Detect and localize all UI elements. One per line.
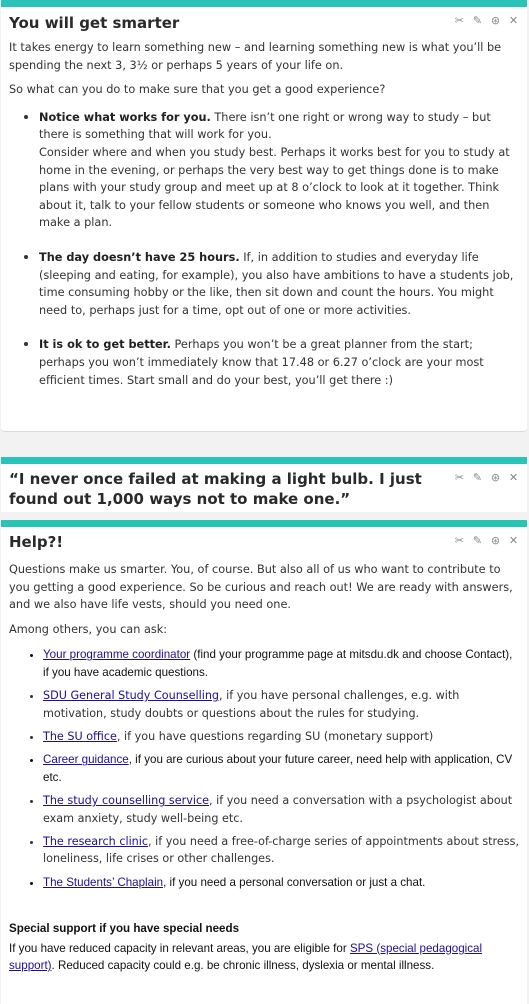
card-body [9,39,519,406]
card-title: Help?! [9,533,64,551]
edit-icon[interactable]: ✎ [472,471,483,484]
card-toolbar [452,471,521,484]
card-toolbar [452,534,521,547]
career-guidance-link[interactable]: Career guidance [43,753,129,767]
special-support-heading: Special support if you have special needs [9,922,240,936]
item-text-2: Consider where and when you study best. Perhaps it works best for you to study at home in the evening, or perhaps the very best way to get things done is to make plans with your study group and meet up at 8 o’clock to look at it together. Think about it, talk to your fellow students or someone who knows you well, and then make a plan. [39,145,510,230]
question-text: So what can you do to make sure that you get a good experience? [9,83,386,97]
close-icon[interactable]: ✕ [508,14,519,27]
intro-text: Questions make us smarter. You, of course. But also all of us who want to contribute to you getting a good experience. So be curious and reach out! We are ready with answers, and we also have life vests, should you need one. [9,563,513,612]
list-item [39,336,519,389]
card-title: You will get smarter [9,14,180,32]
su-office-link[interactable]: The SU office [43,730,117,743]
list-item [39,109,519,232]
close-icon[interactable]: ✕ [508,471,519,484]
item-text: (find your programme page at mitsdu.dk and choose Contact), if you have academic questions. [43,648,513,679]
item-text: , if you need a personal conversation or just a chat. [163,875,426,889]
students-chaplain-link[interactable]: The Students’ Chaplain [43,875,164,889]
study-counselling-link[interactable]: SDU General Study Counselling [43,689,220,703]
list-item [43,874,519,891]
list-item [43,687,519,722]
item-bold: Notice what works for you. [39,110,211,124]
copy-icon[interactable]: ⊛ [490,471,501,484]
contacts-list [9,646,519,891]
list-item [43,728,519,745]
copy-icon[interactable]: ⊛ [490,14,501,27]
list-item [43,751,519,786]
special-text-2: . Reduced capacity could e.g. be chronic illness, dyslexia or mental illness. [51,959,435,973]
item-text: Perhaps you won’t be a great planner from the start; perhaps you won’t immediately know that 17.48 or 6.27 o’clock are your most efficient times. Start small and do your best, you’ll get there :) [39,338,484,387]
cut-icon[interactable]: ✂ [454,534,465,547]
card-toolbar [452,14,521,27]
list-item [39,249,519,319]
counselling-service-link[interactable]: The study counselling service [43,794,209,808]
programme-coordinator-link[interactable]: Your programme coordinator [43,648,191,662]
item-text: If, in addition to studies and everyday life (sleeping and eating, for example), you also have ambitions to have a students job, time consuming hobby or the like, then sit down and count the hours. You might need to, perhaps just for a time, opt out of one or more activities. [39,250,514,317]
card-body [9,561,519,975]
research-clinic-link[interactable]: The research clinic [43,835,149,849]
special-support-text [9,940,519,975]
cut-icon[interactable]: ✂ [454,471,465,484]
cut-icon[interactable]: ✂ [454,14,465,27]
tips-list [9,109,519,389]
intro-text: It takes energy to learn something new – and learning something new is what you’ll be spending the next 3, 3½ or perhaps 5 years of your life on. [9,41,502,72]
list-item [43,833,519,868]
list-item [43,646,519,681]
edit-icon[interactable]: ✎ [472,14,483,27]
item-text: , if you have personal challenges, e.g. with motivation, study doubts or questions about the rules for studying. [43,689,460,720]
close-icon[interactable]: ✕ [508,534,519,547]
item-text: There isn’t one right or wrong way to study – but there is something that will work for you. [39,110,491,142]
item-text: , if you need a free-of-charge series of appointments about stress, loneliness, life crises or other challenges. [43,835,520,866]
among-text: Among others, you can ask: [9,622,168,636]
card-you-will-get-smarter [1,0,527,432]
copy-icon[interactable]: ⊛ [490,534,501,547]
card-quote [1,457,527,512]
quote-text: “I never once failed at making a light bulb. I just found out 1,000 ways not to make one.” [9,470,422,508]
item-bold: The day doesn’t have 25 hours. [39,250,240,264]
item-text: , if you have questions regarding SU (monetary support) [116,730,434,743]
special-text-1: If you have reduced capacity in relevant areas, you are eligible for [9,941,350,955]
edit-icon[interactable]: ✎ [472,534,483,547]
list-item [43,792,519,827]
item-text: , if you are curious about your future career, need help with application, CV etc. [43,753,513,784]
sps-link[interactable]: SPS (special pedagogical support) [9,941,483,973]
item-text: , if you need a conversation with a psychologist about exam anxiety, study well-being etc. [43,794,513,825]
card-help [1,520,527,1004]
item-bold: It is ok to get better. [39,338,171,352]
